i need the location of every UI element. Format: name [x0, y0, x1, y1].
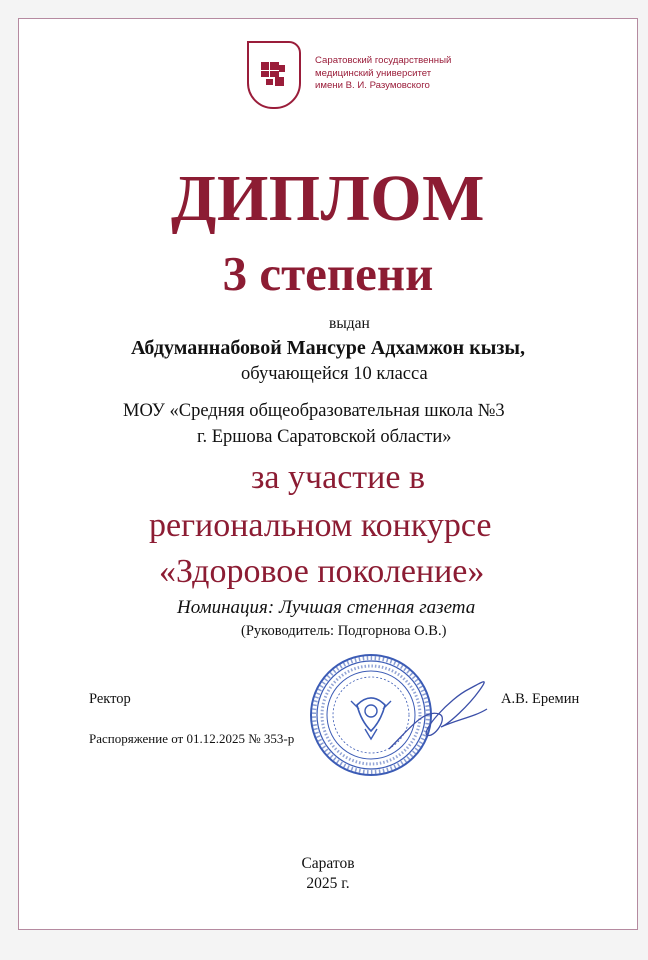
university-name-line1: Саратовский государственный — [315, 55, 452, 66]
nomination: Номинация: Лучшая стенная газета — [177, 597, 476, 618]
rector-name: А.В. Еремин — [501, 691, 580, 707]
university-name-line3: имени В. И. Разумовского — [315, 80, 430, 91]
reason-line-1: за участие в — [251, 459, 426, 496]
school-line-2: г. Ершова Саратовской области» — [197, 427, 452, 447]
recipient-grade: обучающейся 10 класса — [241, 364, 428, 384]
university-name-line2: медицинский университет — [315, 67, 432, 79]
issued-label: выдан — [329, 315, 370, 332]
recipient-name: Абдуманнабовой Мансуре Адхамжон кызы, — [131, 337, 525, 359]
university-name — [315, 55, 555, 93]
year: 2025 г. — [306, 875, 350, 892]
rector-position: Ректор — [89, 691, 131, 707]
city: Саратов — [301, 855, 355, 872]
supervisor: (Руководитель: Подгорнова О.В.) — [241, 623, 447, 639]
university-logo-icon — [247, 41, 301, 109]
order-reference: Распоряжение от 01.12.2025 № 353-р — [89, 731, 295, 746]
diploma-degree: 3 степени — [222, 246, 434, 301]
reason-line-2: региональном конкурсе — [149, 507, 492, 544]
diploma-page — [18, 18, 638, 930]
school-line-1: МОУ «Средняя общеобразовательная школа №3 — [123, 401, 505, 421]
diploma-title: ДИПЛОМ — [171, 162, 485, 235]
rector-signature-icon — [379, 669, 499, 764]
contest-name: «Здоровое поколение» — [159, 553, 485, 590]
